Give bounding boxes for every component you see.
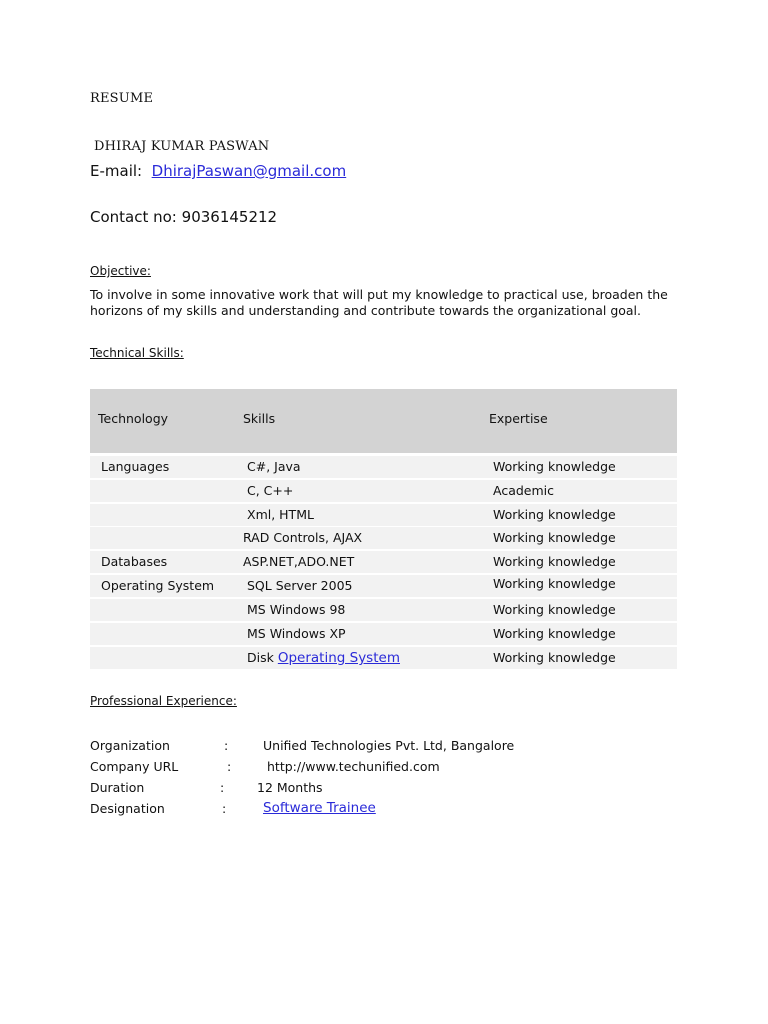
contact-row xyxy=(90,208,277,226)
professional-experience-heading: Professional Experience: xyxy=(90,694,237,708)
table-row xyxy=(90,527,677,549)
skill-cell: RAD Controls, AJAX xyxy=(243,530,363,545)
experience-row-designation xyxy=(90,801,690,819)
experience-label: Organization xyxy=(90,738,170,753)
contact-label: Contact no: xyxy=(90,208,177,226)
skill-cell: SQL Server 2005 xyxy=(247,578,353,593)
objective-heading: Objective: xyxy=(90,264,151,278)
email-link[interactable]: DhirajPaswan@gmail.com xyxy=(151,162,347,180)
skill-cell: MS Windows XP xyxy=(247,626,346,641)
experience-separator: : xyxy=(222,801,227,816)
technology-cell: Databases xyxy=(101,554,168,569)
expertise-cell: Working knowledge xyxy=(493,626,616,641)
table-row xyxy=(90,456,677,478)
skill-cell xyxy=(247,650,400,666)
experience-row-organization xyxy=(90,738,690,756)
objective-text: To involve in some innovative work that will put my knowledge to practical use, broaden the horizons of my skills and understanding and contribute towards the organizational goal. xyxy=(90,287,668,318)
technology-cell: Languages xyxy=(101,459,170,474)
table-row xyxy=(90,647,677,669)
skill-cell: Xml, HTML xyxy=(247,507,314,522)
experience-label: Designation xyxy=(90,801,165,816)
skill-cell: ASP.NET,ADO.NET xyxy=(243,554,355,569)
table-row xyxy=(90,623,677,645)
expertise-cell: Working knowledge xyxy=(493,507,616,522)
experience-label: Duration xyxy=(90,780,145,795)
expertise-cell: Working knowledge xyxy=(493,576,616,591)
skill-cell: C#, Java xyxy=(247,459,301,474)
table-row xyxy=(90,504,677,526)
skills-table-header xyxy=(90,389,677,453)
experience-value: http://www.techunified.com xyxy=(267,759,440,774)
resume-title: RESUME xyxy=(90,91,154,106)
table-row xyxy=(90,480,677,502)
experience-value: Unified Technologies Pvt. Ltd, Bangalore xyxy=(263,738,515,753)
expertise-cell: Working knowledge xyxy=(493,554,616,569)
skill-cell: MS Windows 98 xyxy=(247,602,346,617)
column-header-expertise: Expertise xyxy=(489,411,548,426)
contact-number: 9036145212 xyxy=(181,208,278,226)
experience-separator: : xyxy=(227,759,232,774)
candidate-name: DHIRAJ KUMAR PASWAN xyxy=(94,139,270,154)
table-row xyxy=(90,599,677,621)
experience-separator: : xyxy=(224,738,229,753)
table-row xyxy=(90,575,677,597)
experience-row-duration xyxy=(90,780,690,798)
experience-label: Company URL xyxy=(90,759,179,774)
experience-value: 12 Months xyxy=(257,780,323,795)
experience-row-company-url xyxy=(90,759,690,777)
table-row xyxy=(90,551,677,573)
experience-separator: : xyxy=(220,780,225,795)
email-label: E-mail: xyxy=(90,162,143,180)
column-header-skills: Skills xyxy=(243,411,276,426)
skill-cell-prefix: Disk xyxy=(247,650,274,665)
designation-link[interactable]: Software Trainee xyxy=(263,800,376,816)
skills-table xyxy=(90,389,677,669)
technical-skills-heading: Technical Skills: xyxy=(90,346,184,360)
expertise-cell: Working knowledge xyxy=(493,459,616,474)
skill-cell: C, C++ xyxy=(247,483,294,498)
operating-system-link[interactable]: Operating System xyxy=(277,650,400,666)
expertise-cell: Working knowledge xyxy=(493,602,616,617)
expertise-cell: Academic xyxy=(493,483,555,498)
column-header-technology: Technology xyxy=(98,411,169,426)
email-row xyxy=(90,162,346,180)
technology-cell: Operating System xyxy=(101,578,215,593)
expertise-cell: Working knowledge xyxy=(493,530,616,545)
expertise-cell: Working knowledge xyxy=(493,650,616,665)
